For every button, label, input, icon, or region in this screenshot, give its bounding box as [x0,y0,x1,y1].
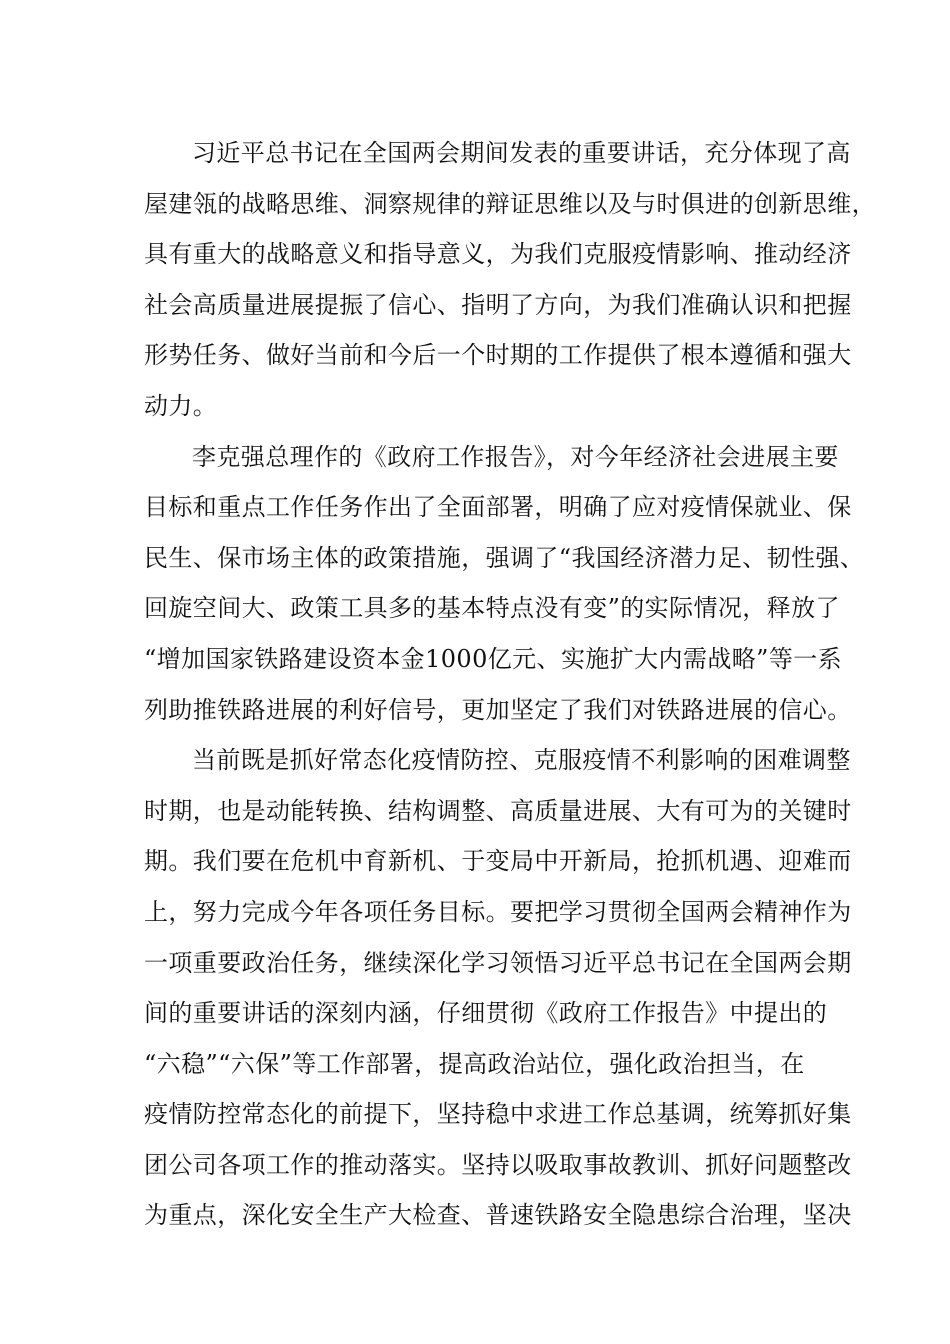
text-line: 上，努力完成今年各项任务目标。要把学习贯彻全国两会精神作为 [144,897,852,926]
paragraph-3 [144,735,852,1241]
text-line: 期。我们要在危机中育新机、于变局中开新局，抢抓机遇、迎难而 [144,847,852,876]
text-line: 回旋空间大、政策工具多的基本特点没有变”的实际情况，释放了 [144,594,840,623]
text-line: 目标和重点工作任务作出了全面部署，明确了应对疫情保就业、保 [144,493,852,522]
text-line: 团公司各项工作的推动落实。坚持以吸取事故教训、抓好问题整改 [144,1150,852,1179]
text-line: “增加国家铁路建设资本金1000亿元、实施扩大内需战略”等一系 [144,644,843,673]
text-line: 具有重大的战略意义和指导意义，为我们克服疫情影响、推动经济 [144,240,852,269]
text-line: 社会高质量进展提振了信心、指明了方向，为我们准确认识和把握 [144,290,852,319]
paragraph-2 [144,432,865,736]
text-line: 疫情防控常态化的前提下，坚持稳中求进工作总基调，统筹抓好集 [144,1100,852,1129]
text-line: 时期，也是动能转换、结构调整、高质量进展、大有可为的关键时 [144,796,852,825]
text-line: 李克强总理作的《政府工作报告》，对今年经济社会进展主要 [192,442,839,471]
text-line: 为重点，深化安全生产大检查、普速铁路安全隐患综合治理，坚决 [144,1201,852,1230]
text-line: 屋建瓴的战略思维、洞察规律的辩证思维以及与时俱进的创新思维， [144,189,876,218]
text-line: 形势任务、做好当前和今后一个时期的工作提供了根本遵循和强大 [144,341,852,370]
text-line: 当前既是抓好常态化疫情防控、克服疫情不利影响的困难调整 [192,746,851,775]
text-line: 习近平总书记在全国两会期间发表的重要讲话，充分体现了高 [192,139,851,167]
text-line: “六稳”“六保”等工作部署，提高政治站位，强化政治担当，在 [144,1049,805,1078]
text-line: 间的重要讲话的深刻内涵，仔细贯彻《政府工作报告》中提出的 [144,999,828,1028]
text-line: 动力。 [144,391,218,420]
paragraph-1 [144,128,876,432]
text-line: 民生、保市场主体的政策措施，强调了“我国经济潜力足、韧性强、 [144,543,865,572]
document-body [144,128,876,1241]
text-line: 一项重要政治任务，继续深化学习领悟习近平总书记在全国两会期 [144,948,852,977]
text-line: 列助推铁路进展的利好信号，更加坚定了我们对铁路进展的信心。 [144,695,852,724]
